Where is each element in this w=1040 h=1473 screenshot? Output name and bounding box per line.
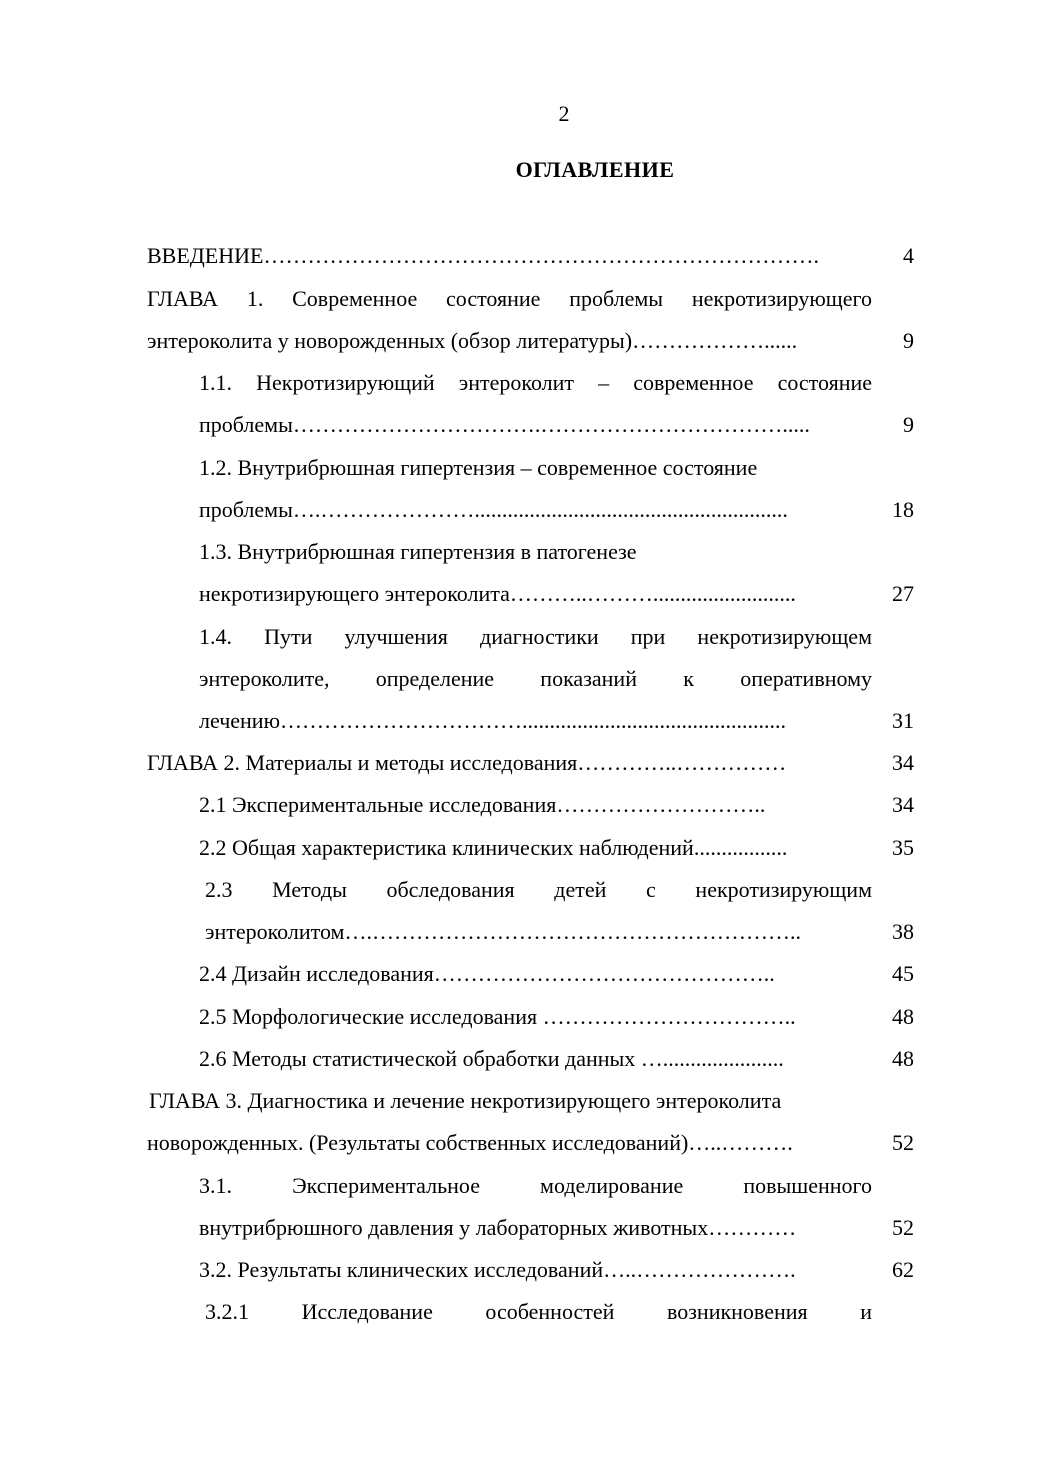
toc-page-number: 9 <box>903 412 914 437</box>
toc-page-number: 18 <box>892 497 914 522</box>
toc-page-number: 34 <box>892 792 914 817</box>
toc-line: 1.2. Внутрибрюшная гипертензия – современное состояние <box>199 455 758 480</box>
toc-line: 3.2. Результаты клинических исследований…..…………………. <box>199 1257 796 1282</box>
toc-line: ГЛАВА 3. Диагностика и лечение некротизирующего энтероколита <box>149 1088 782 1113</box>
toc-title: ОГЛАВЛЕНИЕ <box>515 157 675 182</box>
toc-line: 2.3 Методы обследования детей с некротизирующим <box>205 877 872 902</box>
toc-page-number: 34 <box>892 750 914 775</box>
toc-line: проблемы….…………………......................................................... <box>199 497 788 522</box>
toc-page-number: 52 <box>892 1215 914 1240</box>
toc-line: ГЛАВА 2. Материалы и методы исследования…………..…………… <box>147 750 787 775</box>
toc-line: новорожденных. (Результаты собственных исследований)…..………. <box>147 1130 793 1155</box>
toc-page-number: 27 <box>892 581 914 606</box>
toc-page-number: 52 <box>892 1130 914 1155</box>
page-number: 2 <box>558 101 570 126</box>
toc-line: внутрибрюшного давления у лабораторных животных………… <box>199 1215 797 1240</box>
toc-line: 1.4. Пути улучшения диагностики при некротизирующем <box>199 624 872 649</box>
toc-line: 2.5 Морфологические исследования …………………………….. <box>199 1004 796 1029</box>
toc-line: проблемы…………………………….……………………………..... <box>199 412 810 437</box>
toc-page-number: 9 <box>903 328 914 353</box>
toc-line: ГЛАВА 1. Современное состояние проблемы некротизирующего <box>147 286 872 311</box>
toc-line: энтероколита у новорожденных (обзор литературы)………………...... <box>147 328 798 353</box>
toc-line: 3.2.1 Исследование особенностей возникновения и <box>205 1299 872 1324</box>
toc-page-number: 62 <box>892 1257 914 1282</box>
toc-line: 1.1. Некротизирующий энтероколит – современное состояние <box>199 370 872 395</box>
toc-page-number: 31 <box>892 708 914 733</box>
toc-line: 2.4 Дизайн исследования……………………………………….. <box>199 961 775 986</box>
toc-page-number: 48 <box>892 1004 914 1029</box>
toc-page-number: 35 <box>892 835 914 860</box>
toc-line: 1.3. Внутрибрюшная гипертензия в патогенезе <box>199 539 637 564</box>
toc-line: 2.2 Общая характеристика клинических наблюдений................. <box>199 835 788 860</box>
toc-line: 3.1. Экспериментальное моделирование повышенного <box>199 1173 872 1198</box>
toc-line: лечению……………………………................................................ <box>199 708 787 733</box>
toc-line: некротизирующего энтероколита………..……….......................... <box>199 581 796 606</box>
toc-page-number: 4 <box>903 243 914 268</box>
toc-line: энтероколитом….………………………………………………….. <box>205 919 801 944</box>
toc-line: 2.6 Методы статистической обработки данных …...................... <box>199 1046 784 1071</box>
toc-page-number: 38 <box>892 919 914 944</box>
toc-line: ВВЕДЕНИЕ…………………………………………………………………. <box>147 243 819 268</box>
toc-line: энтероколите, определение показаний к оперативному <box>199 666 872 691</box>
toc-page-number: 48 <box>892 1046 914 1071</box>
toc-line: 2.1 Экспериментальные исследования……………………….. <box>199 792 766 817</box>
toc-page-number: 45 <box>892 961 914 986</box>
